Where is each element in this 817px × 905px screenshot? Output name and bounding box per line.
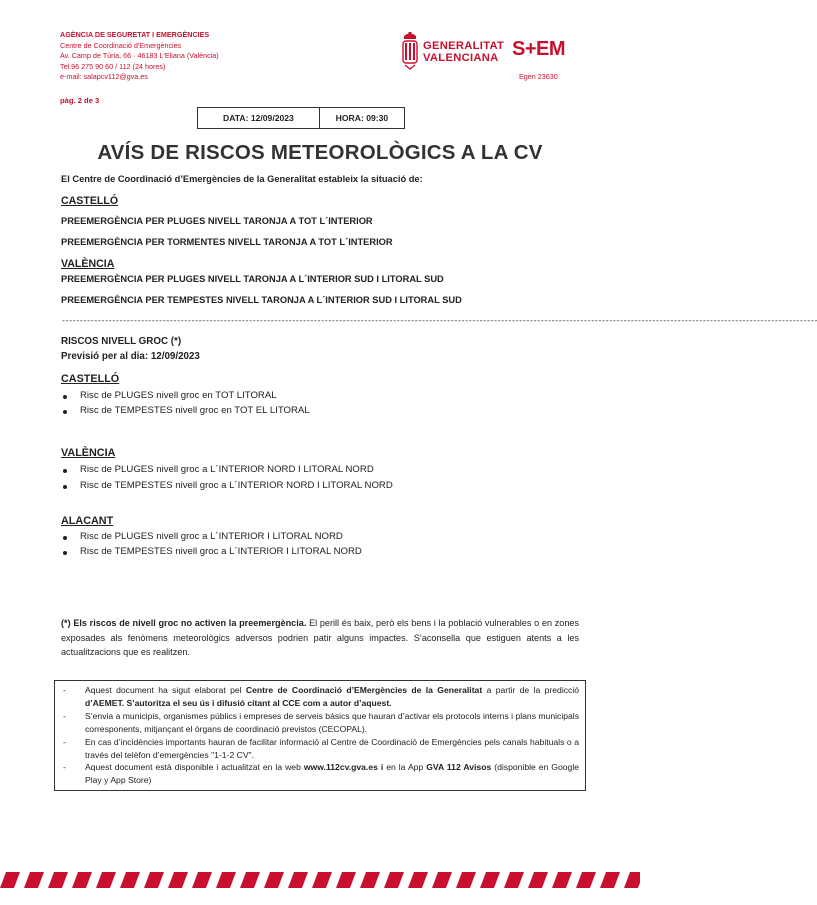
preemergency-item: PREEMERGÈNCIA PER PLUGES NIVELL TARONJA A L´INTERIOR SUD I LITORAL SUD (61, 274, 444, 284)
center-name: Centre de Coordinació d'Emergències (60, 40, 182, 50)
info-item: - S’envia a municipis, organismes públics i empreses de serveis bàsics que hauran d’activar els protocols interns i plans municipals corresponents, mitjançant el òrgans de coordinació previstos (CECOPAL). (63, 710, 579, 734)
list-item: Risc de PLUGES nivell groc en TOT LITORAL (61, 390, 277, 401)
list-item: Risc de TEMPESTES nivell groc a L´INTERIOR I LITORAL NORD (61, 546, 362, 557)
list-item: Risc de PLUGES nivell groc a L´INTERIOR I LITORAL NORD (61, 531, 343, 542)
generalitat-wordmark (423, 40, 504, 65)
time-cell: HORA: 09:30 (335, 113, 389, 123)
page-title: AVÍS DE RISCOS METEOROLÒGICS A LA CV (97, 141, 543, 164)
bullet-icon (63, 551, 67, 555)
website-link[interactable]: www.112cv.gva.es i (303, 762, 384, 773)
date-time-box (197, 107, 405, 129)
info-box (54, 680, 586, 791)
generalitat-emblem-icon (401, 32, 419, 70)
info-item: - Aquest document ha sigut elaborat pel Centre de Coordinació d’EMergències de la Generalitat a partir de la predicció d’AEMET. S’autoritza el seu ús i difusió citant al CCE com a autor d’aquest. (63, 685, 580, 708)
generalitat-logo (401, 32, 505, 70)
yellow-castello-label: CASTELLÓ (61, 373, 120, 385)
gv-line2: VALENCIANA (423, 52, 499, 65)
intro-text: El Centre de Coordinació d’Emergències de la Generalitat estableix la situació de: (61, 174, 423, 184)
info-item: - Aquest document està disponible i actualitzat en la web www.112cv.gva.es i en la App GVA 112 Avisos (disponible en Google Play y App Store) (63, 762, 580, 786)
bullet-icon (63, 395, 67, 399)
preemergency-castello-label: CASTELLÓ (61, 195, 119, 207)
list-item: Risc de TEMPESTES nivell groc en TOT EL LITORAL (61, 405, 310, 416)
note-text: El perill és baix, però els bens i la població vulnerables o en zones exposades als fenòmens meteorològics adversos podrien patir alguns impactes. S’aconsella que estiguen atents a les actualitzacions que es realitzen. (61, 618, 579, 658)
yellow-valencia-label: VALÈNCIA (61, 447, 116, 459)
decorative-stripe (0, 872, 640, 888)
bullet-icon (63, 485, 67, 489)
bullet-icon (63, 469, 67, 473)
preemergency-valencia-label: VALÈNCIA (61, 258, 115, 270)
info-item: - En cas d’incidències importants hauran de facilitar informació al Centre de Coordinació de Emergències pels canals habituals o a través del telèfon d’emergències "1-1-2 CV". (63, 736, 579, 760)
preemergency-item: PREEMERGÈNCIA PER PLUGES NIVELL TARONJA A TOT L´INTERIOR (61, 216, 373, 226)
bullet-icon (63, 410, 67, 414)
email: e-mail: salapcv112@gva.es (60, 72, 148, 82)
section-divider: ------------------------------------------------------------------------------------------------------------------------------------------------------------------------------------------------------------------ (61, 317, 817, 326)
yellow-risks-heading: RISCOS NIVELL GROC (*) (61, 336, 182, 347)
header-organization (60, 30, 219, 83)
page-number: pàg. 2 de 3 (60, 96, 100, 105)
yellow-alacant-label: ALACANT (61, 515, 114, 527)
sem-logo: S+EM (512, 38, 566, 60)
phone: Tel.96 275 90 60 / 112 (24 hores) (60, 61, 166, 71)
yellow-level-note (61, 616, 579, 660)
list-item: Risc de TEMPESTES nivell groc a L´INTERIOR NORD I LITORAL NORD (61, 480, 393, 491)
forecast-date: Previsió per al dia: 12/09/2023 (61, 351, 200, 362)
org-name: AGÈNCIA DE SEGURETAT I EMERGÈNCIES (60, 30, 210, 39)
preemergency-item: PREEMERGÈNCIA PER TEMPESTES NIVELL TARONJA A L´INTERIOR SUD I LITORAL SUD (61, 295, 462, 305)
address: Av. Camp de Túria, 66 · 46183 L'Eliana (València) (60, 51, 219, 61)
list-item: Risc de PLUGES nivell groc a L´INTERIOR NORD I LITORAL NORD (61, 464, 374, 475)
note-bold: (*) Els riscos de nivell groc no activen la preemergència. (61, 618, 307, 628)
preemergency-item: PREEMERGÈNCIA PER TORMENTES NIVELL TARONJA A TOT L´INTERIOR (61, 237, 393, 247)
bullet-icon (63, 536, 67, 540)
egen-code: Egen 23630 (519, 72, 558, 81)
gv-line1: GENERALITAT (423, 40, 505, 52)
date-cell: DATA: 12/09/2023 (198, 108, 320, 128)
